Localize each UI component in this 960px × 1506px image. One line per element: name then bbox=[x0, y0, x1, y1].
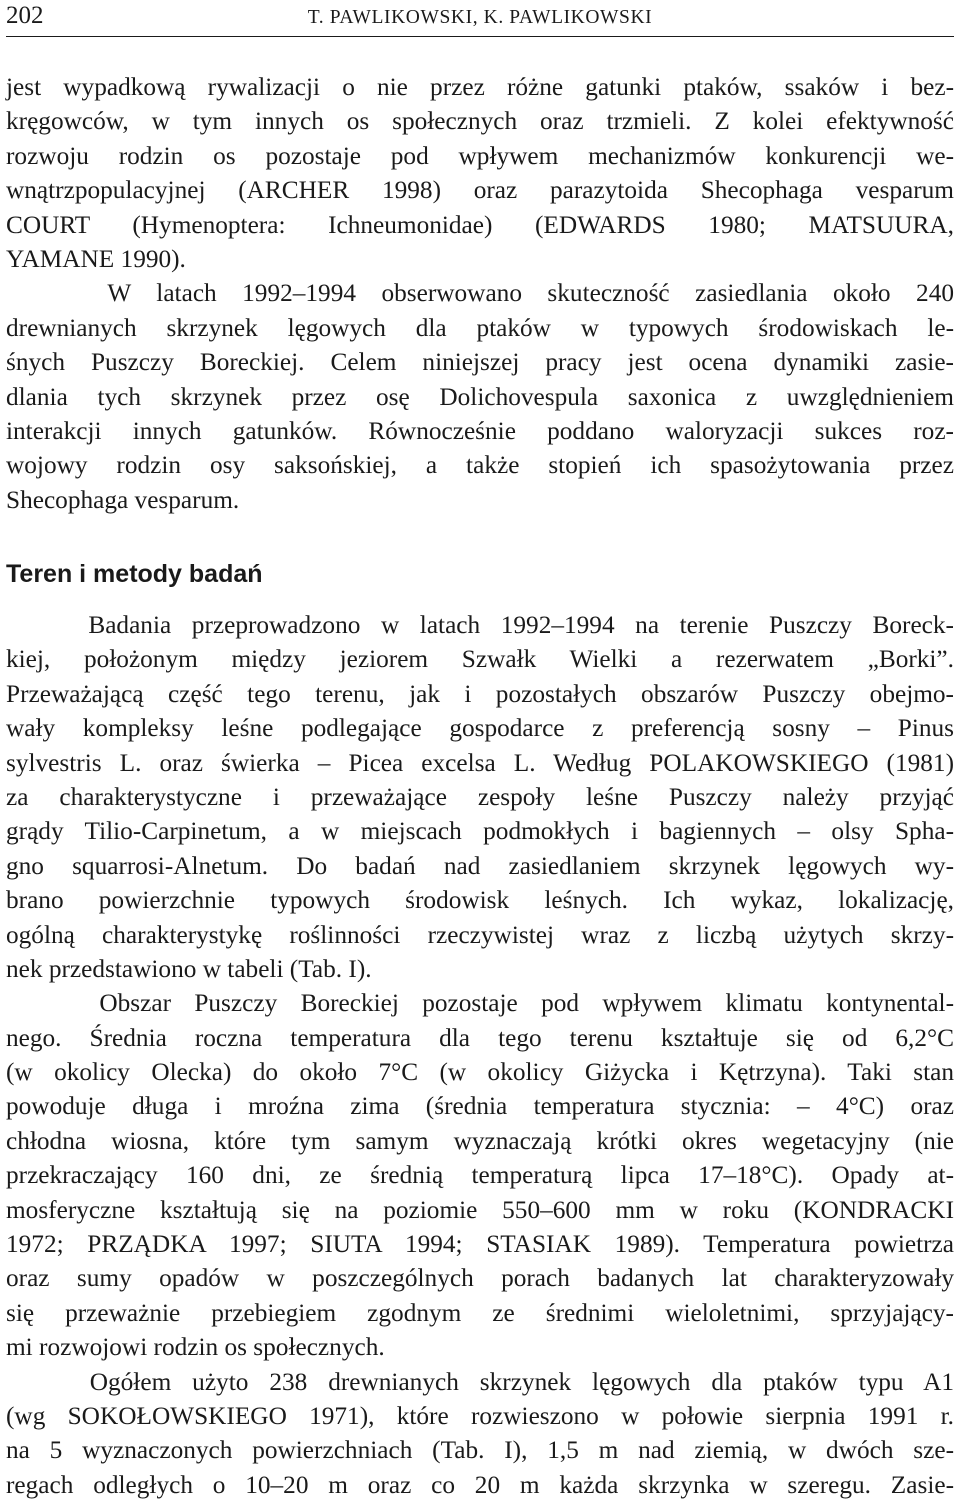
text-line: rozwoju rodzin os pozostaje pod wpływem mechanizmów konkurencji we- bbox=[6, 141, 954, 170]
text-line: Shecophaga vesparum. bbox=[6, 485, 240, 514]
methods-paragraphs bbox=[6, 608, 954, 1502]
text-line: YAMANE 1990). bbox=[6, 244, 186, 273]
text-line: Ogółem użyto 238 drewnianych skrzynek lęgowych dla ptaków typu A1 bbox=[6, 1367, 954, 1396]
text-line: mi rozwojowi rodzin os społecznych. bbox=[6, 1333, 385, 1362]
text-line: nego. Średnia roczna temperatura dla tego terenu kształtuje się od 6,2°C bbox=[6, 1023, 954, 1052]
text-line: kiej, położonym między jeziorem Szwałk Wielki a rezerwatem „Borki”. bbox=[6, 645, 954, 674]
text-line: mosferyczne kształtują się na poziomie 550–600 mm w roku (KONDRACKI bbox=[6, 1195, 954, 1224]
text-line: oraz sumy opadów w poszczególnych porach badanych lat charakteryzowały bbox=[6, 1264, 954, 1293]
text-line: Badania przeprowadzono w latach 1992–1994 na terenie Puszczy Boreck- bbox=[6, 611, 954, 639]
text-line: śnych Puszczy Boreckiej. Celem niniejszej pracy jest ocena dynamiki zasie- bbox=[6, 348, 954, 377]
text-line: na 5 wyznaczonych powierzchniach (Tab. I), 1,5 m nad ziemią, w dwóch sze- bbox=[6, 1436, 954, 1465]
text-line: wały kompleksy leśne podlegające gospodarce z preferencją sosny – Pinus bbox=[6, 714, 954, 743]
text-line: jest wypadkową rywalizacji o nie przez różne gatunki ptaków, ssaków i bez- bbox=[6, 73, 954, 101]
text-line: powoduje długa i mroźna zima (średnia temperatura stycznia: – 4°C) oraz bbox=[6, 1092, 954, 1121]
text-line: dlania tych skrzynek przez osę Dolichovespula saxonica z uwzględnieniem bbox=[6, 382, 954, 411]
text-line: przekraczający 160 dni, ze średnią temperaturą lipca 17–18°C). Opady at- bbox=[6, 1161, 954, 1190]
text-line: chłodna wiosna, które tym samym wyznaczają krótki okres wegetacyjny (nie bbox=[6, 1126, 954, 1155]
text-line: interakcji innych gatunków. Równocześnie poddano waloryzacji sukces roz- bbox=[6, 416, 954, 445]
text-line: wojowy rodzin osy saksońskiej, a także stopień ich spasożytowania przez bbox=[6, 451, 954, 480]
text-line: (wg SOKOŁOWSKIEGO 1971), które rozwieszono w połowie sierpnia 1991 r. bbox=[6, 1401, 954, 1430]
text-line: kręgowców, w tym innych os społecznych oraz trzmieli. Z kolei efektywność bbox=[6, 107, 954, 136]
text-line: grądy Tilio-Carpinetum, a w miejscach podmokłych i bagiennych – olsy Spha- bbox=[6, 817, 954, 846]
text-line: brano powierzchnie typowych środowisk leśnych. Ich wykaz, lokalizację, bbox=[6, 886, 954, 915]
text-line: Obszar Puszczy Boreckiej pozostaje pod wpływem klimatu kontynental- bbox=[6, 989, 954, 1018]
page-header bbox=[6, 0, 954, 37]
text-line: W latach 1992–1994 obserwowano skuteczność zasiedlania około 240 bbox=[6, 279, 954, 308]
page-number: 202 bbox=[6, 2, 44, 29]
text-line: gno squarrosi-Alnetum. Do badań nad zasiedlaniem skrzynek lęgowych wy- bbox=[6, 851, 954, 880]
text-line: sylvestris L. oraz świerka – Picea excelsa L. Według POLAKOWSKIEGO (1981) bbox=[6, 748, 954, 777]
running-head: T. PAWLIKOWSKI, K. PAWLIKOWSKI bbox=[307, 7, 653, 28]
text-line: nek przedstawiono w tabeli (Tab. I). bbox=[6, 954, 372, 983]
text-line: za charakterystyczne i przeważające zespoły leśne Puszczy należy przyjąć bbox=[6, 782, 954, 811]
section-title: Teren i metody badań bbox=[6, 560, 263, 588]
text-line: wnątrzpopulacyjnej (ARCHER 1998) oraz parazytoida Shecophaga vesparum bbox=[6, 176, 954, 205]
text-line: ogólną charakterystykę roślinności rzeczywistej wraz z liczbą użytych skrzy- bbox=[6, 920, 954, 949]
text-line: 1972; PRZĄDKA 1997; SIUTA 1994; STASIAK 1989). Temperatura powietrza bbox=[6, 1230, 954, 1259]
text-line: regach odległych o 10–20 m oraz co 20 m każda skrzynka w szeregu. Zasie- bbox=[6, 1470, 954, 1499]
text-line: COURT (Hymenoptera: Ichneumonidae) (EDWARDS 1980; MATSUURA, bbox=[6, 210, 954, 239]
intro-paragraphs bbox=[6, 70, 954, 517]
text-line: się przeważnie przebiegiem zgodnym ze średnimi wieloletnimi, sprzyjający- bbox=[6, 1298, 954, 1327]
text-line: Przeważającą część tego terenu, jak i pozostałych obszarów Puszczy obejmo- bbox=[6, 679, 954, 708]
text-line: drewnianych skrzynek lęgowych dla ptaków w typowych środowiskach le- bbox=[6, 313, 954, 342]
text-line: (w okolicy Olecka) do około 7°C (w okolicy Giżycka i Kętrzyna). Taki stan bbox=[6, 1058, 954, 1087]
